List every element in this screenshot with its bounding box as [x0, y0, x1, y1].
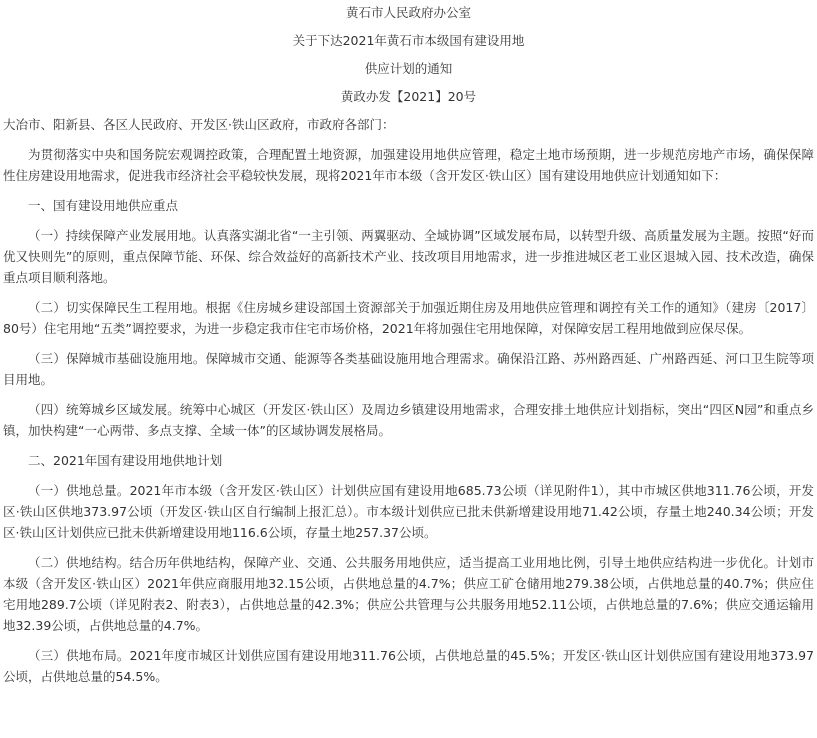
paragraph-1-2: （二）切实保障民生工程用地。根据《住房城乡建设部国土资源部关于加强近期住房及用地供应管理和调控有关工作的通知》（建房〔2017〕80号）住宅用地“五类”调控要求，为进一步稳定我市住宅市场价格，2021年将加强住宅用地保障，对保障安居工程用地做到应保尽保。 — [3, 300, 814, 336]
intro-paragraph: 为贯彻落实中央和国务院宏观调控政策，合理配置土地资源，加强建设用地供应管理，稳定土地市场预期，进一步规范房地产市场，确保保障性住房建设用地需求，促进我市经济社会平稳较快发展，现将2021年市本级（含开发区·铁山区）国有建设用地供应计划通知如下： — [3, 147, 814, 183]
paragraph-2-3: （三）供地布局。2021年度市城区计划供应国有建设用地311.76公顷，占供地总量的45.5%；开发区·铁山区计划供应国有建设用地373.97公顷，占供地总量的54.5%。 — [3, 648, 814, 684]
paragraph-2-1: （一）供地总量。2021年市本级（含开发区·铁山区）计划供应国有建设用地685.73公顷（详见附件1），其中市城区供地311.76公顷，开发区·铁山区供地373.97公顷（开发区·铁山区自行编制上报汇总）。市本级计划供应已批未供新增建设用地71.42公顷，存量土地240.34公顷；开发区·铁山区计划供应已批未供新增建设用地116.6公顷，存量土地257.37公顷。 — [3, 483, 814, 540]
title-line-1: 关于下达2021年黄石市本级国有建设用地 — [292, 33, 525, 48]
paragraph-2-2: （二）供地结构。结合历年供地结构，保障产业、交通、公共服务用地供应，适当提高工业用地比例，引导土地供应结构进一步优化。计划市本级（含开发区·铁山区）2021年供应商服用地32.15公顷，占供地总量的4.7%；供应工矿仓储用地279.38公顷，占供地总量的40.7%；供应住宅用地289.7公顷（详见附表2、附表3），占供地总量的42.3%；供应公共管理与公共服务用地52.11公顷，占供地总量的7.6%；供应交通运输用地32.39公顷，占供地总量的4.7%。 — [3, 555, 814, 633]
section-heading-2: 二、2021年国有建设用地供地计划 — [28, 453, 223, 468]
document-body — [3, 114, 814, 687]
issuing-office: 黄石市人民政府办公室 — [345, 5, 471, 20]
section-heading-1: 一、国有建设用地供应重点 — [28, 198, 179, 213]
paragraph-1-1: （一）持续保障产业发展用地。认真落实湖北省“一主引领、两翼驱动、全域协调”区域发展布局，以转型升级、高质量发展为主题。按照“好而优又快则先”的原则，重点保障节能、环保、综合效益好的高新技术产业、技改项目用地需求，进一步推进城区老工业区退城入园、技术改造，确保重点项目顺利落地。 — [3, 228, 814, 285]
paragraph-1-4: （四）统筹城乡区域发展。统筹中心城区（开发区·铁山区）及周边乡镇建设用地需求，合理安排土地供应计划指标，突出“四区N园”和重点乡镇，加快构建“一心两带、多点支撑、全域一体”的区域协调发展格局。 — [3, 402, 814, 438]
document-number: 黄政办发【2021】20号 — [340, 89, 477, 104]
salutation: 大冶市、阳新县、各区人民政府、开发区·铁山区政府，市政府各部门： — [3, 117, 395, 132]
paragraph-1-3: （三）保障城市基础设施用地。保障城市交通、能源等各类基础设施用地合理需求。确保沿江路、苏州路西延、广州路西延、河口卫生院等项目用地。 — [3, 351, 814, 387]
title-line-2: 供应计划的通知 — [364, 61, 453, 76]
